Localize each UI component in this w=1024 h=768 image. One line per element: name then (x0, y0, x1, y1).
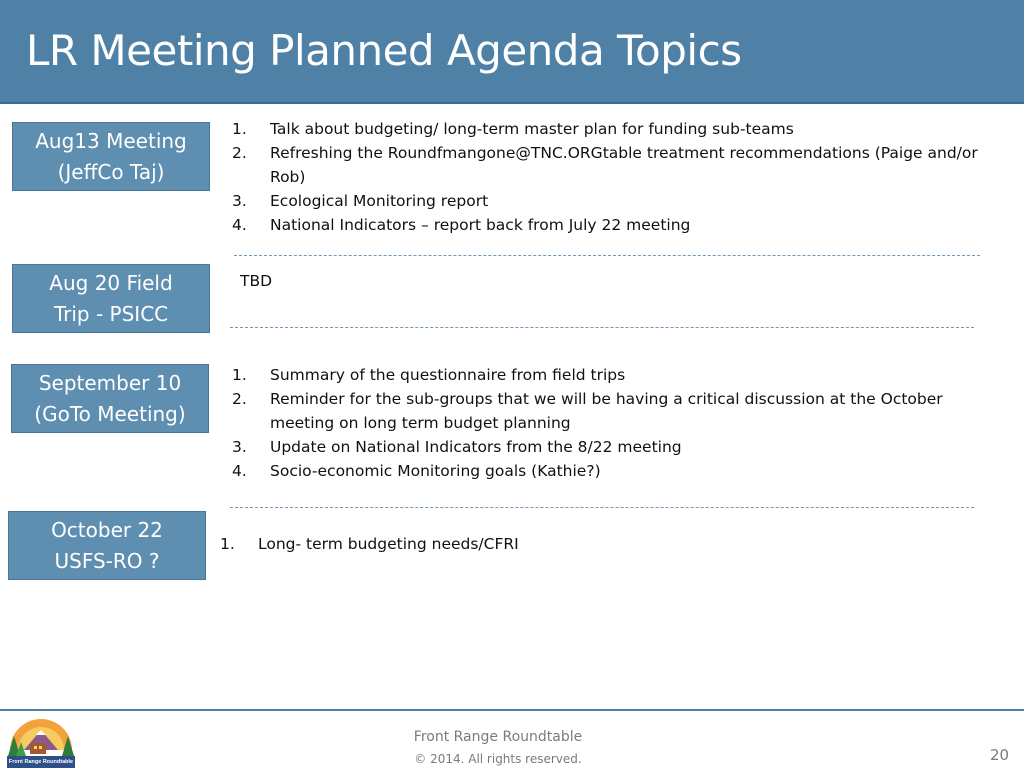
section-label-line1: Aug 20 Field (49, 270, 173, 295)
section-label-line1: October 22 (51, 517, 163, 542)
section-label-line2: Trip - PSICC (53, 301, 169, 326)
list-item (220, 532, 980, 556)
front-range-roundtable-logo (4, 710, 78, 768)
section-divider (234, 255, 980, 256)
item-text: National Indicators – report back from July 22 meeting (270, 216, 691, 234)
item-text: Talk about budgeting/ long-term master plan for funding sub-teams (270, 120, 794, 138)
item-number: 3. (232, 192, 247, 210)
section-divider (230, 327, 974, 328)
item-number: 1. (232, 120, 247, 138)
item-number: 4. (232, 216, 247, 234)
section-label-aug20 (12, 264, 210, 333)
section-label-sep10 (11, 364, 209, 433)
list-item (232, 363, 980, 387)
list-item (232, 117, 980, 141)
list-item (232, 189, 980, 213)
list-item (232, 387, 980, 435)
footer-divider (0, 709, 1024, 711)
section-divider (230, 507, 974, 508)
item-text: Reminder for the sub-groups that we will be having a critical discussion at the October meeting on long term budget planning (270, 390, 943, 432)
section-label-aug13 (12, 122, 210, 191)
agenda-list-sep10 (232, 363, 980, 483)
footer-org: Front Range Roundtable (413, 729, 583, 745)
agenda-list-oct22 (220, 532, 980, 556)
item-number: 4. (232, 462, 247, 480)
section-text-tbd: TBD (240, 272, 273, 290)
item-text: Refreshing the Roundfmangone@TNC.ORGtable treatment recommendations (Paige and/or Rob) (270, 144, 978, 186)
section-label-line1: Aug13 Meeting (35, 128, 187, 153)
list-item (232, 459, 980, 483)
section-label-line2: (GoTo Meeting) (34, 401, 186, 426)
item-text: Socio-economic Monitoring goals (Kathie?) (270, 462, 601, 480)
item-text: Summary of the questionnaire from field trips (270, 366, 626, 384)
page-number: 20 (990, 746, 1010, 764)
item-number: 1. (220, 535, 235, 553)
item-number: 2. (232, 144, 247, 162)
footer-copyright: © 2014. All rights reserved. (414, 752, 582, 766)
item-text: Update on National Indicators from the 8/22 meeting (270, 438, 682, 456)
item-text: Ecological Monitoring report (270, 192, 489, 210)
item-number: 2. (232, 390, 247, 408)
item-text: Long- term budgeting needs/CFRI (258, 535, 519, 553)
section-label-line2: USFS-RO ? (54, 548, 160, 573)
item-number: 1. (232, 366, 247, 384)
slide-title: LR Meeting Planned Agenda Topics (26, 26, 742, 75)
slide-header (0, 0, 1024, 104)
list-item (232, 141, 980, 189)
agenda-list-aug13 (232, 117, 980, 237)
section-label-oct22 (8, 511, 206, 580)
logo-text: Front Range Roundtable (8, 759, 74, 765)
item-number: 3. (232, 438, 247, 456)
list-item (232, 435, 980, 459)
section-label-line2: (JeffCo Taj) (57, 159, 165, 184)
list-item (232, 213, 980, 237)
section-label-line1: September 10 (38, 370, 182, 395)
